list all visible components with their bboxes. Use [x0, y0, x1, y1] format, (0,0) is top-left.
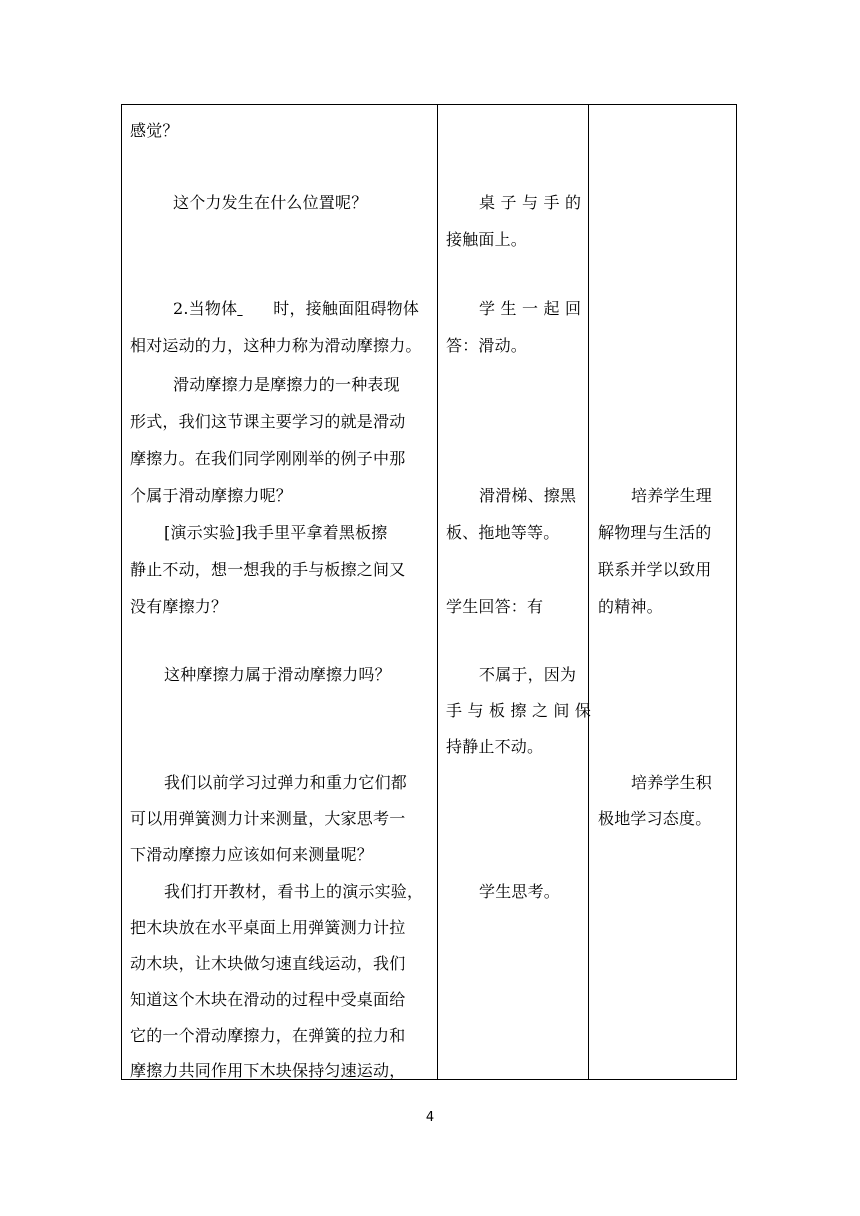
student-text-line: 持静止不动。: [446, 737, 544, 756]
teacher-text-line: 感觉？: [130, 121, 179, 140]
column-divider: [588, 105, 589, 1079]
teacher-text-line: 这个力发生在什么位置呢？: [173, 193, 368, 212]
teacher-text-line: 静止不动，想一想我的手与板擦之间又: [130, 560, 406, 579]
teacher-text-line: 个属于滑动摩擦力呢？: [130, 486, 293, 505]
student-text-line: 接触面上。: [446, 230, 528, 249]
student-text-line: 滑滑梯、擦黑: [479, 486, 577, 505]
teacher-text-line: 形式，我们这节课主要学习的就是滑动: [130, 412, 406, 431]
student-text-line: 学生思考。: [479, 882, 561, 901]
fill-in-blank: [237, 299, 273, 319]
teacher-text-line: 它的一个滑动摩擦力，在弹簧的拉力和: [130, 1026, 406, 1045]
teacher-text-line: 动木块，让木块做匀速直线运动，我们: [130, 954, 406, 973]
teacher-text-line: 摩擦力。在我们同学刚刚举的例子中那: [130, 449, 406, 468]
intent-text-line: 极地学习态度。: [598, 809, 712, 828]
teacher-text-line: 知道这个木块在滑动的过程中受桌面给: [130, 990, 406, 1009]
teacher-text-line: 滑动摩擦力是摩擦力的一种表现: [173, 375, 400, 394]
intent-text-line: 培养学生理: [631, 486, 713, 505]
page-number: 4: [425, 1110, 435, 1125]
intent-text-line: 的精神。: [598, 597, 663, 616]
column-divider: [437, 105, 438, 1079]
teacher-text-line: 把木块放在水平桌面上用弹簧测力计拉: [130, 918, 406, 937]
teacher-text-line: 下滑动摩擦力应该如何来测量呢？: [130, 845, 374, 864]
teacher-text-line: [173, 299, 419, 319]
student-text-line: 学 生 一 起 回: [479, 299, 582, 318]
intent-text-line: 培养学生积: [631, 773, 713, 792]
intent-text-line: 解物理与生活的: [598, 523, 712, 542]
intent-text-line: 联系并学以致用: [598, 560, 712, 579]
teacher-text-line: 可以用弹簧测力计来测量，大家思考一: [130, 809, 406, 828]
student-text-line: 板、拖地等等。: [446, 523, 560, 542]
teacher-text-line: 摩擦力共同作用下木块保持匀速运动，: [130, 1061, 406, 1080]
teacher-text-line: 我们以前学习过弹力和重力它们都: [164, 773, 408, 792]
teacher-text-fragment: 时，接触面阻碍物体: [273, 299, 420, 318]
student-text-line: 答：滑动。: [446, 336, 528, 355]
teacher-text-line: 这种摩擦力属于滑动摩擦力吗？: [164, 665, 391, 684]
teacher-text-line: 我们打开教材，看书上的演示实验，: [164, 882, 424, 901]
teacher-text-line: 相对运动的力，这种力称为滑动摩擦力。: [130, 336, 422, 355]
student-text-line: 手 与 板 擦 之 间 保: [446, 701, 592, 720]
teacher-text-fragment: 2.当物体: [173, 299, 238, 318]
teacher-text-line: 没有摩擦力？: [130, 597, 228, 616]
teacher-text-line: [演示实验]我手里平拿着黑板擦: [164, 523, 388, 542]
student-text-line: 学生回答：有: [446, 597, 544, 616]
student-text-line: 桌 子 与 手 的: [479, 193, 582, 212]
student-text-line: 不属于，因为: [479, 665, 577, 684]
